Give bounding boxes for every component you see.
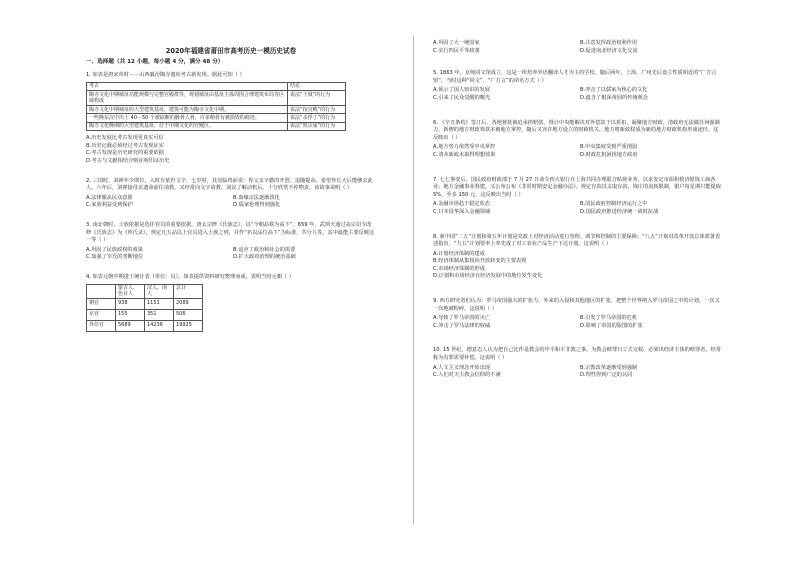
question-2-options <box>86 195 376 210</box>
table-cell: 14236 <box>145 321 174 332</box>
option-c: C.考古发现是历史研究的重要依据 <box>86 150 164 157</box>
option-b: B.冲击了以儒家为核心的文化 <box>580 87 648 94</box>
question-6-stem: 6. 《辛丑条约》签订后，各地督抚被迫承担赔款，督计中央能解决对外偿款于以折扣，凝聚地方财政。清政府无法做任何强制力，新增的地方财政筹款本被地方掌控，随后又容许地方设立的财政机关。地方将新政权成为新的地方财政机构形成途径。这反映出（ ） <box>433 119 720 141</box>
option-d: D.考古与文献相结合则证明印证历史 <box>86 158 170 164</box>
option-c: C.加强了宰氏的垄断地位 <box>86 254 144 261</box>
option-a: A.巩固了民族政权的成果 <box>86 246 143 253</box>
table-cell: 2089 <box>174 299 203 310</box>
option-a: A.法律服从民众意愿 <box>86 194 133 201</box>
option-c: C.日本侵华深入金融领域 <box>433 208 491 215</box>
table-header-cell: 汉人、南人 <box>145 284 174 299</box>
right-column <box>433 40 723 382</box>
table-row <box>87 299 203 310</box>
option-b: B.经济体制从集权向开放转变的主要表现 <box>433 258 527 265</box>
option-b: B.血缘宗法逐渐淡化 <box>233 194 280 201</box>
table-cell: 朝官 <box>87 299 116 310</box>
table-cell: 说法“毁宗庙”的行为 <box>288 122 346 130</box>
option-a: A.历史发展比考古发现更真实可信 <box>86 135 164 142</box>
option-d: D.促进南北经济文化交流 <box>580 47 638 54</box>
question-4-options <box>433 40 723 55</box>
table-row <box>87 122 346 130</box>
question-1-options <box>86 135 376 165</box>
table-cell: 19925 <box>174 321 203 332</box>
question-7-options <box>433 201 723 216</box>
option-b: B.注意发挥政治权利作用 <box>580 40 638 46</box>
option-a: A.金融市场趋于稳定状态 <box>433 201 490 208</box>
left-column <box>86 38 376 336</box>
table-row <box>87 114 346 122</box>
table-header-cell: 总计 <box>174 284 203 299</box>
table-cell: 一些晚东汉中出土 40－50 个被砍断的骸骨人骨，许多稍骨有被损毁的痕迹。 <box>87 114 288 122</box>
question-2 <box>86 178 376 210</box>
option-a: A.预示了国人知识的发展 <box>433 87 490 94</box>
option-c: C.引来了民众觉醒的曙光 <box>433 94 491 101</box>
option-c: C.人们对天主教会信仰的不满 <box>433 372 501 379</box>
table-cell: 155 <box>116 310 145 321</box>
question-1 <box>86 72 376 165</box>
option-d: D.影响了帝国的版图的扩张 <box>580 322 643 329</box>
question-1-table <box>86 82 346 131</box>
table-cell: 说法“杀俘丁”的行为 <box>288 114 346 122</box>
exam-title: 2020年福建省莆田市高考历史一模历史试卷 <box>165 47 297 55</box>
question-7 <box>433 177 723 217</box>
question-3 <box>86 222 376 262</box>
table-cell: 1151 <box>145 299 174 310</box>
question-8-stem: 8. 新中国“二五”计划和第五年计划是党政上对经济活动进行管理、调节和控制的主要保障；“八五”计划对改革开放总体部署表述指出，“九五”计划要率上率先成了对工农业产品生产下达计划。这说明（ ） <box>433 233 721 248</box>
table-header-cell: 结论 <box>288 82 346 90</box>
option-c: C.市场经济体制的形成 <box>433 265 485 272</box>
option-a: A.导致了罗马帝国的灭亡 <box>433 315 490 322</box>
question-5-stem: 5. 1863 年，京师同文馆成立，这是一所培养外语翻译人才为主的学校。随后两年，上海、广州先后设立性质相近的“广方言馆”。当时这种“同文”、“广方言”的命名方式（ ） <box>433 70 717 84</box>
option-d: D.扩大政府治理的统治基础 <box>233 254 296 261</box>
table-row <box>87 321 203 332</box>
question-6 <box>433 120 723 160</box>
question-10 <box>433 347 723 379</box>
question-4-table <box>86 284 203 333</box>
table-header-row <box>87 82 346 90</box>
option-a: A.巩固了大一统国家 <box>433 40 480 46</box>
table-cell: 外任官 <box>87 321 116 332</box>
option-b: B.引发了罗马帝国的危机 <box>580 315 638 322</box>
option-d: D.理性得到广泛的认同 <box>580 372 633 379</box>
question-9 <box>433 298 723 330</box>
option-a: A.地方势力依然受中央掌控 <box>433 144 496 151</box>
table-cell: 陶寺文化中期城址的大型建筑基址，建筑可能为陶寺文化中期。 <box>87 106 288 114</box>
table-header-row <box>87 284 203 299</box>
table-header-cell: 蒙古人、色目人 <box>116 284 145 299</box>
question-5-options <box>433 87 723 102</box>
option-d: D.儒家伦理得到强化 <box>233 202 281 209</box>
table-cell: 京官 <box>87 310 116 321</box>
table-cell: 938 <box>116 299 145 310</box>
question-10-options <box>433 365 723 380</box>
table-cell: 陶寺文化晚期的大型建筑基址，位于中期文化的宫殿区。 <box>87 122 288 130</box>
option-d: D.蕴含了根深蒂固的传统观念 <box>580 94 648 101</box>
option-c: C.冲击了罗马法律的权威 <box>433 322 491 329</box>
option-c: C.家族利益受到保护 <box>86 202 133 209</box>
table-cell: 说法“按宫殿”的行为 <box>288 106 346 114</box>
option-d: D.国民政府推进经济统一战时抗战 <box>580 208 659 215</box>
option-d: D.计划和市场经济在经济发展中的地位发生变化 <box>433 273 543 280</box>
option-d: D.财政危机困扰地方政府 <box>580 151 638 158</box>
question-8-options <box>433 251 723 281</box>
option-b: B.宗教改革逐渐受到强制 <box>580 364 638 371</box>
question-7-stem: 7. 七七事变后，国民政府财政部于 7 月 27 日命令四大银行在上海共同办理联合贴现业务，以求安定市面和救济银钱工商各业；地方金融事业筹建，又公布公布《非常时期安定金融办法》，规定存款以支取存款，钱庄的流转限制，银户每星期只能提取 5%，至多 150 元，这反映出当时（ ） <box>433 176 721 198</box>
question-4 <box>86 274 376 332</box>
option-a: A.人文主义理念开始出现 <box>433 364 490 371</box>
table-row <box>87 91 346 106</box>
option-a: A.计划经济体制的建成 <box>433 250 485 257</box>
question-10-stem: 10. 15 世纪，德意志人认为把自己比作是教会的中平和平非教之事。为教会赎罪日立式交权，必须出经济主体的赎罪者，经常称为有罪需要补偿。这说明（ ） <box>433 347 721 362</box>
question-3-options <box>86 247 376 262</box>
question-9-options <box>433 315 723 330</box>
table-cell: 351 <box>145 310 174 321</box>
question-2-stem: 2. 三国时，刘禅年少即位，入时有依世文字。七岁时，其母临终前说：你父亲辛勤的开创，追随提高，希望你长大后能够去此人。六年后，刘禅接母亲遗命前往请教，又经常向文字请教。刘议了解动机后，十分欣赏不停物责。该故事说明（ ） <box>86 177 373 192</box>
table-row <box>87 310 203 321</box>
question-5 <box>433 70 723 102</box>
table-cell: 5689 <box>116 321 145 332</box>
section-heading: 一、选择题（共 12 小题，每小题 4 分，满分 48 分） <box>86 58 224 65</box>
option-b: B.适应了政治和社会的需要 <box>233 246 296 253</box>
question-3-stem: 3. 南北朝时，士族依据是选任官员的重要依据。唐太宗修《氏族志》，以“今朝品秩为高下”。659 年，武则天通过高宗诏令改修《氏族志》为《姓氏录》，规定凡五品以上官员进入士族之列，并作“名以品位高下”为标准，共分九等。其中最能主要反映这一等（ ） <box>86 221 375 244</box>
option-c: C.实行四民平等政策 <box>433 47 480 54</box>
table-cell: 说法“王城”的行为 <box>288 91 346 106</box>
option-c: C.清末新政未取得理想效果 <box>433 151 496 158</box>
question-8 <box>433 234 723 282</box>
table-cell: 506 <box>174 310 203 321</box>
question-6-options <box>433 144 723 159</box>
option-b: B.国民政府控制经济运行之中 <box>580 201 648 208</box>
table-cell: 陶寺文化中期城址功能规模与完整宫殿群等，规划城址由基址主体周围合理建筑布局等区域构成 <box>87 91 288 106</box>
question-1-stem: 1. 如表是唐宋帝时－－山西襄汾陶寺遗址考古新发现。据此可知（ ） <box>86 72 245 79</box>
column-divider <box>413 36 414 524</box>
table-row <box>87 106 346 114</box>
option-b: B.历史记载必须经过考古发现证实 <box>86 142 164 149</box>
table-header-cell <box>87 284 116 299</box>
question-9-stem: 9. 西方研究者们认为：罗马帝国强大的扩张力、外来的入侵和其他地区的扩张，把整个世界纳入罗马帝国之中的计划，一次又一次地被粉碎。这说明（ ） <box>433 298 720 312</box>
table-header-cell: 考古 <box>87 82 288 90</box>
option-b: B.中央集权受到严重削弱 <box>580 144 638 151</box>
question-4-stem: 4. 如表元朝中期进士统计表（单位：员）。如表提供资料研究整理而成，表明当时元朝（ ） <box>86 273 294 280</box>
